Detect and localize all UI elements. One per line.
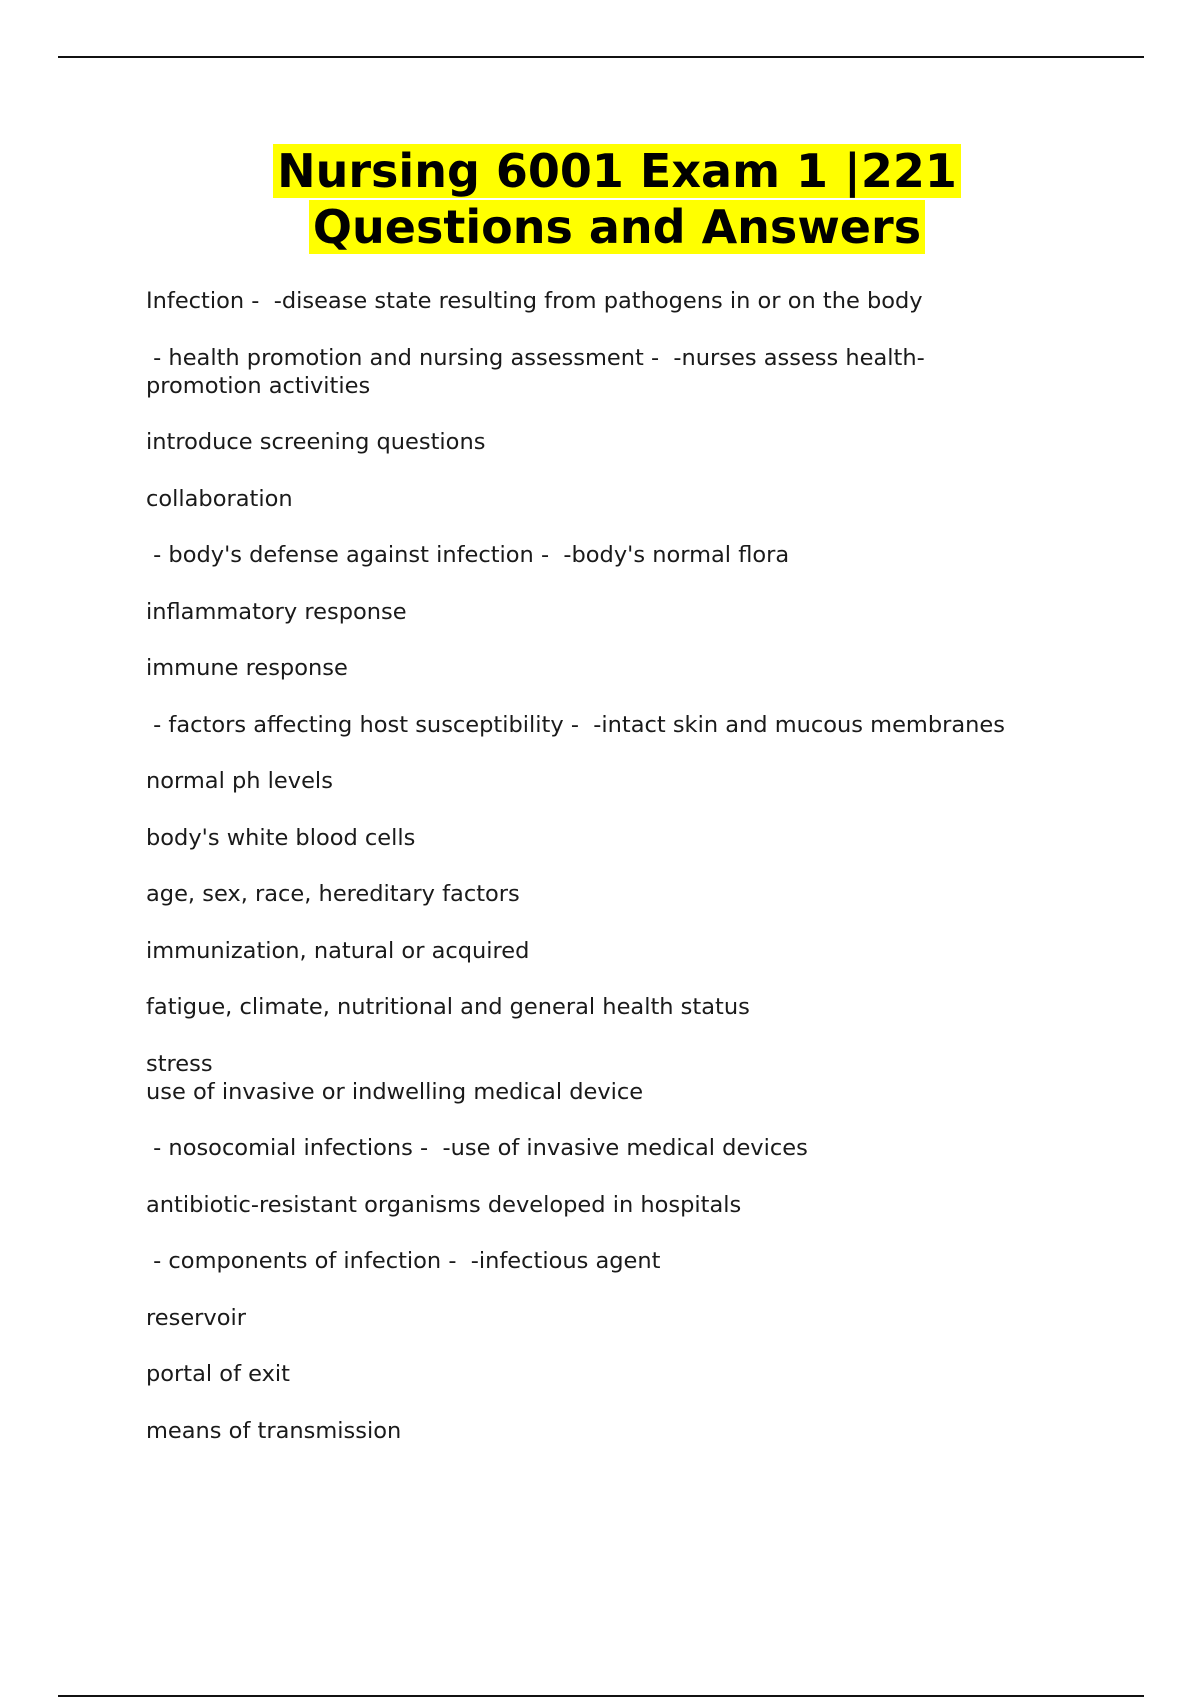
text-line: portal of exit — [146, 1361, 290, 1387]
title-line-1: Nursing 6001 Exam 1 |221 — [273, 144, 961, 198]
document-title — [0, 143, 1200, 255]
bottom-rule — [58, 1695, 1144, 1697]
text-line: - components of infection - -infectious agent — [146, 1248, 661, 1274]
text-line: - nosocomial infections - -use of invasive medical devices — [146, 1135, 808, 1161]
text-line: Infection - -disease state resulting from pathogens in or on the body — [146, 288, 923, 314]
top-rule — [58, 56, 1144, 58]
text-line: antibiotic-resistant organisms developed in hospitals — [146, 1191, 742, 1218]
text-line: normal ph levels — [146, 768, 333, 794]
text-line: - health promotion and nursing assessment - -nurses assess health- — [146, 344, 925, 371]
text-line: inflammatory response — [146, 598, 407, 625]
document-body — [146, 287, 1106, 1445]
text-line: body's white blood cells — [146, 824, 416, 851]
text-line: reservoir — [146, 1304, 246, 1331]
text-line: immunization, natural or acquired — [146, 937, 530, 964]
text-line: promotion activities — [146, 372, 371, 399]
text-line: collaboration — [146, 485, 293, 512]
title-line-2: Questions and Answers — [309, 200, 925, 254]
text-line: use of invasive or indwelling medical device — [146, 1078, 644, 1105]
text-line: age, sex, race, hereditary factors — [146, 881, 520, 907]
text-line: means of transmission — [146, 1417, 402, 1444]
text-line: stress — [146, 1050, 213, 1077]
text-line: - body's defense against infection - -body's normal flora — [146, 542, 790, 568]
text-line: - factors affecting host susceptibility - -intact skin and mucous membranes — [146, 711, 1005, 738]
text-line: introduce screening questions — [146, 429, 486, 455]
text-line: immune response — [146, 655, 348, 681]
text-line: fatigue, climate, nutritional and general health status — [146, 994, 750, 1020]
